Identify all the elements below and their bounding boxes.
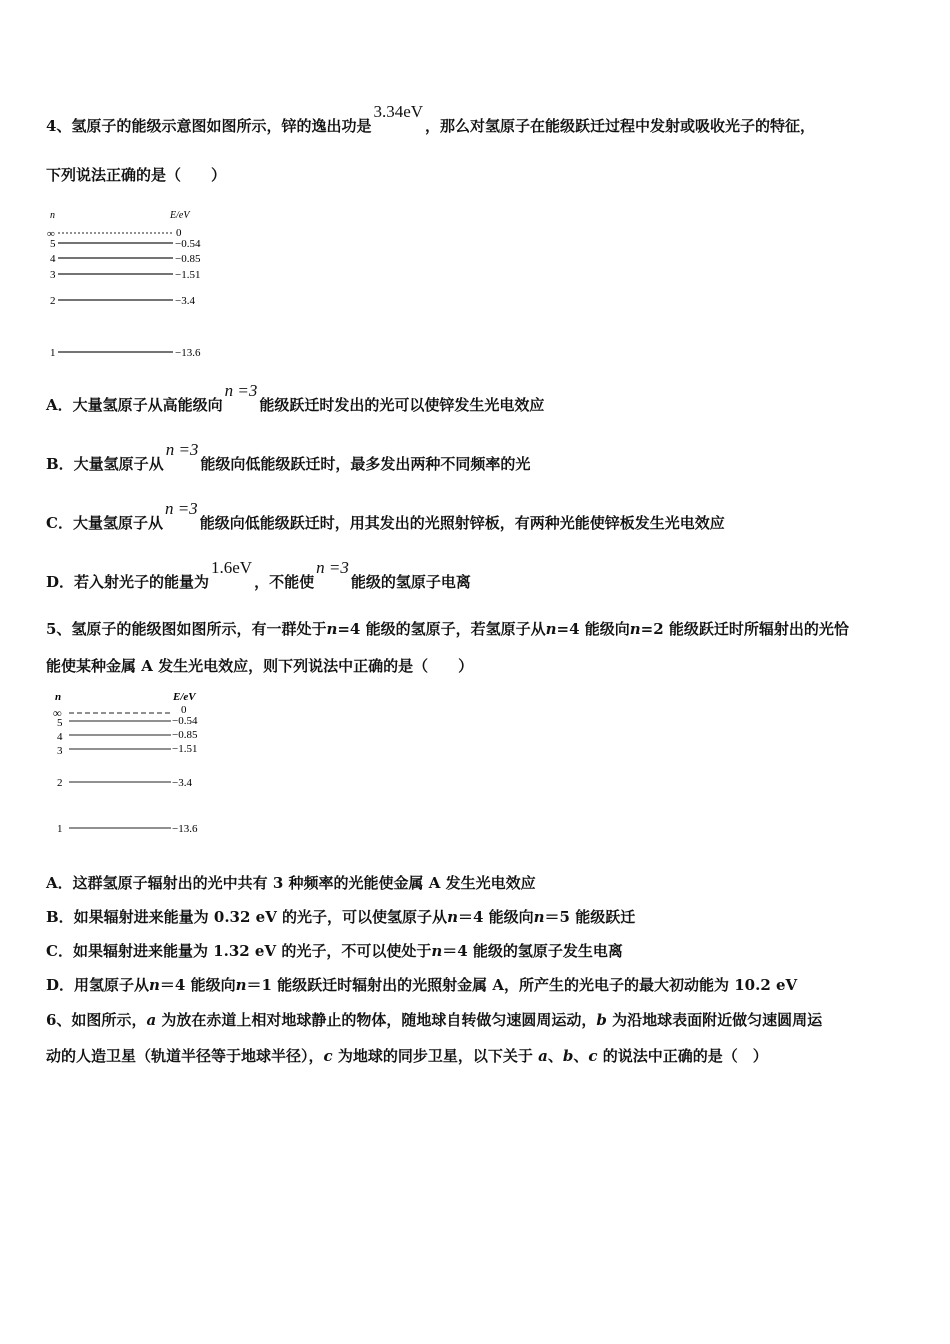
q6-stem-text: 为沿地球表面附近做匀速圆周运 (606, 1011, 823, 1029)
variable-n: n (431, 942, 443, 960)
q5-level-n-label: 5 (57, 717, 63, 729)
variable-n: n (447, 908, 458, 926)
work-function-value: 3.34eV (373, 102, 424, 121)
q4-axis-n-label: n (50, 210, 55, 221)
q4-stem-question: 下列说法正确的是（ ） (46, 166, 227, 184)
q5-stem-line1 (46, 619, 910, 639)
q5-level-n-label: ∞ (53, 706, 62, 720)
variable-b: b (596, 1011, 607, 1029)
q4-level-n-label: 3 (50, 269, 56, 281)
option-text: 能级跃迁时发出的光可以使锌发生光电效应 (259, 396, 545, 414)
q5-level-energy-label: 0 (181, 704, 187, 716)
q4-stem-line2 (46, 165, 910, 185)
q5-option-c (46, 941, 910, 961)
q5-axis-n-label: n (55, 691, 62, 703)
q6-stem-line1 (46, 1010, 910, 1030)
variable-a: a (146, 1011, 157, 1029)
q4-level-energy-label: −3.4 (175, 295, 195, 307)
q5-energy-level-diagram (50, 688, 225, 838)
option-text: C．如果辐射进来能量为 1.32 eV 的光子，不可以使处于 (46, 942, 432, 960)
option-text: B．大量氢原子从 (46, 455, 164, 473)
q5-level-energy-label: −0.85 (172, 729, 198, 741)
option-text: 能级向低能级跃迁时，最多发出两种不同频率的光 (200, 455, 531, 473)
option-text: ＝4 能级向 (457, 908, 534, 926)
q4-level-energy-label: −0.54 (175, 238, 201, 250)
q4-axis-e-label: E/eV (170, 210, 190, 221)
variable-c: c (323, 1047, 333, 1065)
separator: 、 (573, 1047, 589, 1065)
q5-axis-e-label: E/eV (173, 691, 196, 703)
q4-level-energy-label: −1.51 (175, 269, 201, 281)
q5-stem-question: 能使某种金属 A 发生光电效应，则下列说法中正确的是（ ） (46, 657, 474, 675)
q5-level-n-label: 4 (57, 731, 63, 743)
q4-level-n-label: ∞ (47, 228, 55, 240)
q5-level-energy-label: −1.51 (172, 743, 198, 755)
option-text: C．大量氢原子从 (46, 514, 163, 532)
math-expression: n =3 (316, 558, 349, 577)
q5-stem-line2 (46, 656, 910, 676)
q6-stem-line2 (46, 1046, 910, 1066)
q5-option-d (46, 975, 910, 995)
q5-level-n-label: 2 (57, 777, 63, 789)
variable-a: a (538, 1047, 548, 1065)
q4-option-d (46, 558, 910, 592)
option-text: ＝4 能级向 (159, 976, 236, 994)
q5-level-n-label: 1 (57, 823, 63, 835)
math-expression: n =3 (165, 440, 199, 459)
option-text: ，不能使 (254, 573, 315, 591)
option-text: D．若入射光子的能量为 (46, 573, 210, 591)
math-expression: n =3 (164, 499, 198, 518)
q4-level-n-label: 4 (50, 253, 56, 265)
variable-n: n (545, 620, 557, 638)
q4-level-n-label: 1 (50, 347, 56, 359)
q4-stem-text: 4、氢原子的能级示意图如图所示，锌的逸出功是 (46, 117, 372, 135)
q5-option-b (46, 907, 910, 927)
q6-stem-text: 为放在赤道上相对地球静止的物体，随地球自转做匀速圆周运动， (156, 1011, 597, 1029)
math-expression: 1.6eV (211, 558, 253, 577)
q4-option-c (46, 499, 910, 533)
variable-n: n (326, 620, 338, 638)
q6-stem-text: 动的人造卫星（轨道半径等于地球半径）， (46, 1047, 324, 1065)
q5-stem-text: =4 能级的氢原子，若氢原子从 (337, 620, 546, 638)
variable-c: c (588, 1047, 598, 1065)
q4-stem-line1 (46, 102, 910, 136)
variable-n: n (629, 620, 641, 638)
option-text: ＝4 能级的氢原子发生电离 (442, 942, 623, 960)
q5-stem-text: =4 能级向 (556, 620, 630, 638)
variable-n: n (235, 976, 247, 994)
q6-stem-text: 6、如图所示， (46, 1011, 147, 1029)
q4-option-b (46, 440, 910, 474)
option-text: 能级向低能级跃迁时，用其发出的光照射锌板，有两种光能使锌板发生光电效应 (199, 514, 725, 532)
option-text: D．用氢原子从 (46, 976, 150, 994)
q4-level-energy-label: −0.85 (175, 253, 201, 265)
option-text: A．这群氢原子辐射出的光中共有 3 种频率的光能使金属 A 发生光电效应 (46, 874, 536, 892)
math-expression: n =3 (224, 381, 258, 400)
q4-level-n-label: 5 (50, 238, 56, 250)
option-text: A．大量氢原子从高能级向 (46, 396, 223, 414)
q6-stem-text: 为地球的同步卫星，以下关于 (332, 1047, 539, 1065)
q5-option-a (46, 873, 910, 893)
variable-n: n (533, 908, 545, 926)
q5-level-n-label: 3 (57, 745, 63, 757)
option-text: B．如果辐射进来能量为 0.32 eV 的光子，可以使氢原子从 (46, 908, 448, 926)
option-text: ＝1 能级跃迁时辐射出的光照射金属 A，所产生的光电子的最大初动能为 10.2 eV (246, 976, 798, 994)
q6-stem-question: 的说法中正确的是（ ） (597, 1047, 768, 1065)
variable-b: b (562, 1047, 574, 1065)
q5-level-energy-label: −0.54 (172, 715, 198, 727)
q4-energy-level-diagram (46, 206, 226, 366)
q5-level-energy-label: −13.6 (172, 823, 198, 835)
q4-option-a (46, 381, 910, 415)
option-text: 能级的氢原子电离 (350, 573, 471, 591)
q4-level-energy-label: 0 (176, 227, 182, 239)
q5-stem-text: 5、氢原子的能级图如图所示，有一群处于 (46, 620, 327, 638)
q4-level-n-label: 2 (50, 295, 56, 307)
q4-stem-text-cont: ，那么对氢原子在能级跃迁过程中发射或吸收光子的特征， (425, 117, 816, 135)
option-text: ＝5 能级跃迁 (544, 908, 636, 926)
variable-n: n (149, 976, 160, 994)
separator: 、 (547, 1047, 563, 1065)
q5-stem-text: =2 能级跃迁时所辐射出的光恰 (640, 620, 849, 638)
q5-level-energy-label: −3.4 (172, 777, 192, 789)
q4-level-energy-label: −13.6 (175, 347, 201, 359)
